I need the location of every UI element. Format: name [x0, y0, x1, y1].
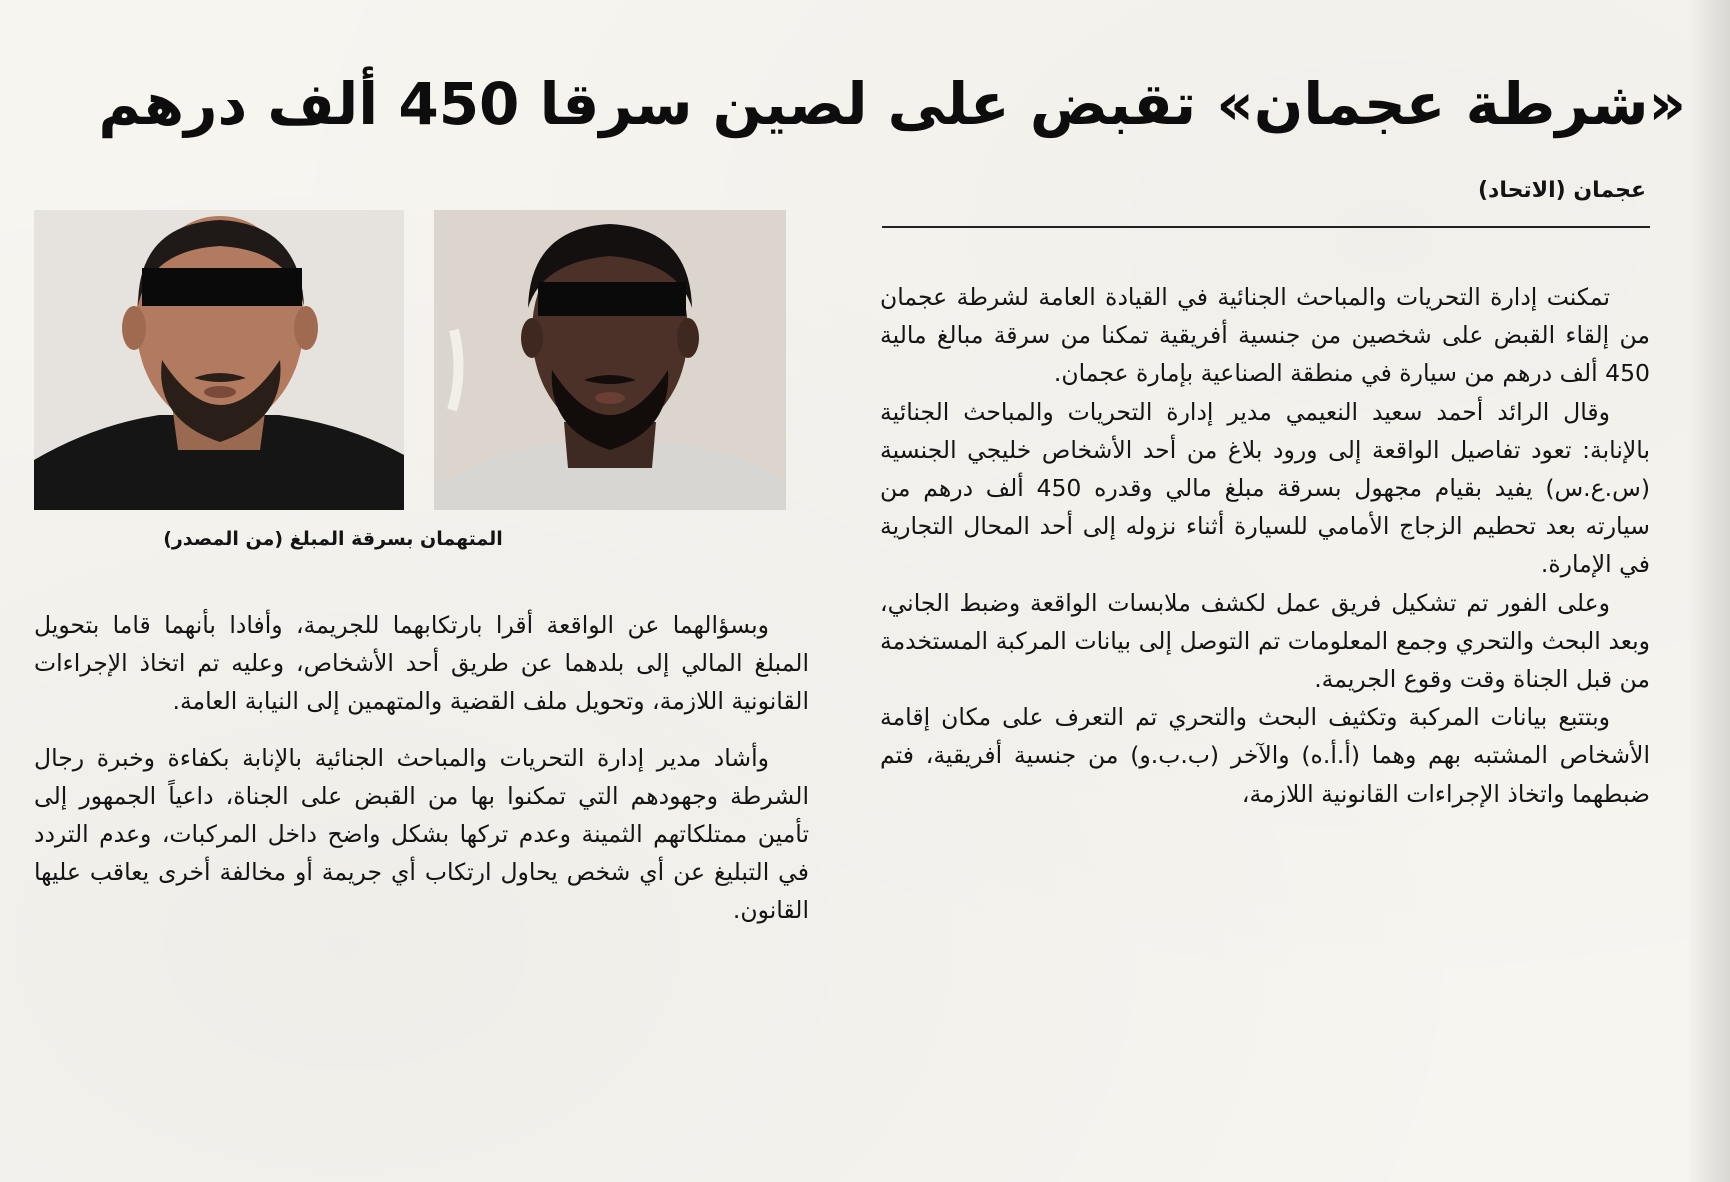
suspect-photo-left — [34, 210, 404, 510]
suspects-photos — [34, 210, 786, 510]
paragraph: وبسؤالهما عن الواقعة أقرا بارتكابهما للجريمة، وأفادا بأنهما قاما بتحويل المبلغ المالي إلى بلدهما عن طريق أحد الأشخاص، وعليه تم اتخاذ الإجراءات القانونية اللازمة، وتحويل ملف القضية والمتهمين إلى النيابة العامة. — [34, 611, 809, 716]
paragraph: وعلى الفور تم تشكيل فريق عمل لكشف ملابسات الواقعة وضبط الجاني، وبعد البحث والتحري وجمع المعلومات تم التوصل إلى بيانات المركبة المستخدمة من قبل الجناة وقت وقوع الجريمة. — [880, 588, 1650, 694]
paragraph: وقال الرائد أحمد سعيد النعيمي مدير إدارة التحريات والمباحث الجنائية بالإنابة: تعود تفاصيل الواقعة إلى ورود بلاغ من أحد الأشخاص خليجي الجنسية (س.ع.س) يفيد بقيام مجهول بسرقة مبلغ مالي وقدره 450 ألف درهم من سيارته بعد تحطيم الزجاج الأمامي للسيارة أثناء نزوله إلى أحد المحال التجارية في الإمارة. — [880, 397, 1650, 579]
byline: عجمان (الاتحاد) — [1477, 178, 1646, 203]
suspect-portrait-right — [434, 210, 786, 510]
article-column-left — [34, 606, 809, 930]
paragraph: وبتتبع بيانات المركبة وتكثيف البحث والتحري تم التعرف على مكان إقامة الأشخاص المشتبه بهم وهما (أ.أ.ه) والآخر (ب.ب.و) من جنسية أفريقية، فتم ضبطهما واتخاذ الإجراءات القانونية اللازمة، — [880, 703, 1650, 808]
suspect-portrait-left — [34, 210, 404, 510]
paragraph: وأشاد مدير إدارة التحريات والمباحث الجنائية بالإنابة بكفاءة وخبرة رجال الشرطة وجهودهم التي تمكنوا بها من القبض على الجناة، داعياً الجمهور إلى تأمين ممتلكاتهم الثمينة وعدم تركها بشكل واضح داخل المركبات، وعدم التردد في التبليغ عن أي شخص يحاول ارتكاب أي جريمة أو مخالفة أخرى يعاقب عليها القانون. — [34, 743, 809, 925]
censor-bar — [142, 268, 302, 306]
suspect-photo-right — [434, 210, 786, 510]
page-edge — [1690, 0, 1730, 1182]
headline: «شرطة عجمان» تقبض على لصين سرقا 450 ألف درهم — [98, 70, 1686, 138]
censor-bar — [538, 282, 686, 316]
article-column-right — [880, 278, 1650, 813]
byline-rule — [882, 226, 1650, 228]
photo-caption: المتهمان بسرقة المبلغ (من المصدر) — [163, 528, 503, 550]
paragraph: تمكنت إدارة التحريات والمباحث الجنائية في القيادة العامة لشرطة عجمان من إلقاء القبض على شخصين من جنسية أفريقية تمكنا من سرقة مبالغ مالية 450 ألف درهم من سيارة في منطقة الصناعية بإمارة عجمان. — [880, 283, 1650, 388]
